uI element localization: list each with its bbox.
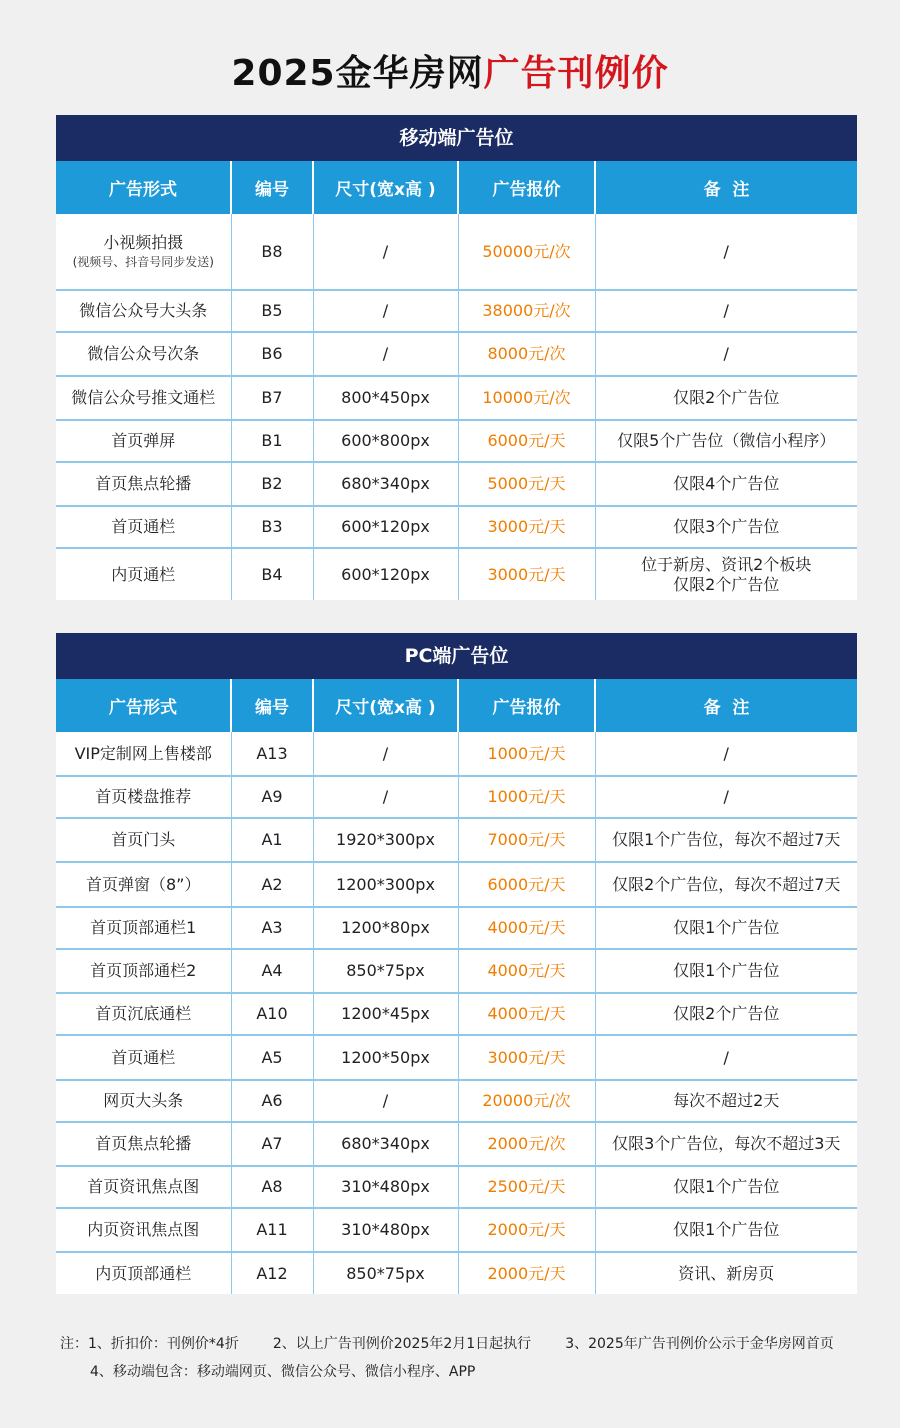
cell-price: 5000元/天: [458, 462, 595, 506]
footnote-item: 3、2025年广告刊例价公示于金华房网首页: [565, 1336, 834, 1352]
header-code: 编号: [231, 161, 313, 214]
cell-size: 1920*300px: [313, 818, 458, 862]
cell-format: VIP定制网上售楼部: [56, 732, 231, 776]
table-row: [56, 1208, 857, 1252]
cell-note: 仅限3个广告位: [595, 506, 857, 548]
cell-size: 1200*50px: [313, 1035, 458, 1080]
cell-size: 1200*80px: [313, 907, 458, 949]
table-row: [56, 462, 857, 506]
cell-format: 微信公众号推文通栏: [56, 376, 231, 420]
table-row: [56, 776, 857, 818]
table-header-row: [56, 161, 857, 214]
cell-code: A8: [231, 1166, 313, 1208]
cell-code: A12: [231, 1252, 313, 1294]
cell-code: A11: [231, 1208, 313, 1252]
pc-section: [56, 633, 857, 1294]
cell-size: /: [313, 214, 458, 290]
footnote-line-2: [60, 1358, 880, 1386]
header-price: 广告报价: [458, 161, 595, 214]
table-row: [56, 214, 857, 290]
cell-format: 首页弹屏: [56, 420, 231, 462]
cell-price: 1000元/天: [458, 732, 595, 776]
cell-size: /: [313, 732, 458, 776]
cell-price: 10000元/次: [458, 376, 595, 420]
cell-format: 内页资讯焦点图: [56, 1208, 231, 1252]
cell-note: /: [595, 776, 857, 818]
title-highlight: 广告刊例价: [483, 53, 669, 94]
cell-format: 首页顶部通栏2: [56, 949, 231, 993]
footnote-item: 1、折扣价：刊例价*4折: [88, 1336, 239, 1352]
table-row: [56, 290, 857, 332]
cell-size: 850*75px: [313, 949, 458, 993]
mobile-section-title: 移动端广告位: [56, 115, 857, 161]
header-size: 尺寸(宽x高 ): [313, 679, 458, 732]
cell-size: 850*75px: [313, 1252, 458, 1294]
table-row: [56, 420, 857, 462]
cell-code: B6: [231, 332, 313, 376]
cell-note: /: [595, 1035, 857, 1080]
footnote-line-1: [60, 1330, 880, 1358]
cell-price: 6000元/天: [458, 420, 595, 462]
cell-format: 微信公众号次条: [56, 332, 231, 376]
cell-note: 位于新房、资讯2个板块 仅限2个广告位: [641, 554, 812, 594]
cell-code: B1: [231, 420, 313, 462]
cell-format: 内页通栏: [56, 548, 231, 600]
header-note: 备 注: [595, 161, 857, 214]
cell-format: 首页资讯焦点图: [56, 1166, 231, 1208]
cell-note: 仅限1个广告位: [595, 1166, 857, 1208]
cell-format: 首页弹窗（8”）: [56, 862, 231, 907]
header-size: 尺寸(宽x高 ): [313, 161, 458, 214]
cell-note: /: [595, 332, 857, 376]
cell-price: 2500元/天: [458, 1166, 595, 1208]
cell-code: A3: [231, 907, 313, 949]
footnote-item: 2、以上广告刊例价2025年2月1日起执行: [272, 1336, 532, 1352]
table-row: [56, 376, 857, 420]
cell-format: 首页焦点轮播: [56, 462, 231, 506]
cell-price: 2000元/天: [458, 1208, 595, 1252]
cell-code: A1: [231, 818, 313, 862]
cell-format: 首页通栏: [56, 1035, 231, 1080]
cell-note: 仅限4个广告位: [595, 462, 857, 506]
cell-price: 20000元/次: [458, 1080, 595, 1122]
cell-note: 仅限2个广告位: [595, 376, 857, 420]
cell-price: 3000元/天: [458, 1035, 595, 1080]
cell-size: 1200*300px: [313, 862, 458, 907]
cell-size: 600*120px: [313, 506, 458, 548]
cell-price: 8000元/次: [458, 332, 595, 376]
cell-format-sub: (视频号、抖音号同步发送): [72, 254, 214, 269]
cell-price: 7000元/天: [458, 818, 595, 862]
table-row: [56, 818, 857, 862]
table-row: [56, 332, 857, 376]
cell-size: /: [313, 290, 458, 332]
table-row: [56, 1122, 857, 1166]
header-code: 编号: [231, 679, 313, 732]
cell-format: 首页沉底通栏: [56, 993, 231, 1035]
cell-code: A13: [231, 732, 313, 776]
footnote-item: 4、移动端包含：移动端网页、微信公众号、微信小程序、APP: [90, 1364, 476, 1380]
cell-note: 仅限2个广告位: [595, 993, 857, 1035]
table-row: [56, 1166, 857, 1208]
cell-code: A10: [231, 993, 313, 1035]
cell-price: 4000元/天: [458, 993, 595, 1035]
footnote-prefix: 注：: [60, 1336, 88, 1352]
table-row: [56, 548, 857, 600]
table-row: [56, 862, 857, 907]
cell-note: 仅限1个广告位: [595, 949, 857, 993]
cell-size: /: [313, 776, 458, 818]
cell-price: 1000元/天: [458, 776, 595, 818]
cell-format: 网页大头条: [56, 1080, 231, 1122]
cell-format: 首页通栏: [56, 506, 231, 548]
mobile-table: [56, 161, 857, 600]
cell-code: B7: [231, 376, 313, 420]
cell-size: 1200*45px: [313, 993, 458, 1035]
cell-price: 4000元/天: [458, 907, 595, 949]
table-row: [56, 506, 857, 548]
cell-size: /: [313, 1080, 458, 1122]
cell-price: 3000元/天: [458, 548, 595, 600]
cell-size: 600*800px: [313, 420, 458, 462]
cell-code: A4: [231, 949, 313, 993]
cell-note: 仅限5个广告位（微信小程序）: [595, 420, 857, 462]
cell-code: A9: [231, 776, 313, 818]
cell-note: /: [595, 290, 857, 332]
cell-code: A6: [231, 1080, 313, 1122]
table-row: [56, 1035, 857, 1080]
cell-format: 首页焦点轮播: [56, 1122, 231, 1166]
table-row: [56, 907, 857, 949]
cell-price: 6000元/天: [458, 862, 595, 907]
cell-code: B3: [231, 506, 313, 548]
cell-size: /: [313, 332, 458, 376]
cell-price: 2000元/天: [458, 1252, 595, 1294]
cell-code: A2: [231, 862, 313, 907]
cell-code: A5: [231, 1035, 313, 1080]
cell-price: 2000元/次: [458, 1122, 595, 1166]
cell-note: 仅限1个广告位: [595, 1208, 857, 1252]
cell-price: 38000元/次: [458, 290, 595, 332]
table-row: [56, 732, 857, 776]
cell-format: 小视频拍摄 (视频号、抖音号同步发送): [56, 214, 231, 290]
header-format: 广告形式: [56, 161, 231, 214]
cell-code: B4: [231, 548, 313, 600]
page-title: [0, 48, 900, 100]
cell-note-line2: 仅限2个广告位: [673, 574, 780, 594]
cell-code: B2: [231, 462, 313, 506]
cell-size: 800*450px: [313, 376, 458, 420]
cell-code: A7: [231, 1122, 313, 1166]
cell-format: 内页顶部通栏: [56, 1252, 231, 1294]
table-row: [56, 1252, 857, 1294]
cell-price: 50000元/次: [458, 214, 595, 290]
cell-format: 微信公众号大头条: [56, 290, 231, 332]
cell-note: /: [595, 214, 857, 290]
cell-format: 首页楼盘推荐: [56, 776, 231, 818]
table-header-row: [56, 679, 857, 732]
table-row: [56, 993, 857, 1035]
table-row: [56, 1080, 857, 1122]
cell-size: 680*340px: [313, 1122, 458, 1166]
title-main: 2025金华房网: [231, 53, 484, 94]
header-note: 备 注: [595, 679, 857, 732]
pc-table: [56, 679, 857, 1294]
cell-format: 首页顶部通栏1: [56, 907, 231, 949]
cell-size: 310*480px: [313, 1166, 458, 1208]
table-row: [56, 949, 857, 993]
cell-format: 首页门头: [56, 818, 231, 862]
cell-note: 每次不超过2天: [595, 1080, 857, 1122]
footnotes: [60, 1330, 880, 1386]
cell-size: 680*340px: [313, 462, 458, 506]
cell-price: 4000元/天: [458, 949, 595, 993]
cell-size: 310*480px: [313, 1208, 458, 1252]
cell-code: B5: [231, 290, 313, 332]
cell-note: 仅限1个广告位，每次不超过7天: [595, 818, 857, 862]
header-format: 广告形式: [56, 679, 231, 732]
cell-note: 仅限2个广告位，每次不超过7天: [595, 862, 857, 907]
cell-note: 仅限1个广告位: [595, 907, 857, 949]
cell-code: B8: [231, 214, 313, 290]
cell-note: /: [595, 732, 857, 776]
cell-price: 3000元/天: [458, 506, 595, 548]
cell-note: 资讯、新房页: [678, 1263, 775, 1283]
header-price: 广告报价: [458, 679, 595, 732]
cell-note: 仅限3个广告位，每次不超过3天: [595, 1122, 857, 1166]
mobile-section: [56, 115, 857, 600]
cell-size: 600*120px: [313, 548, 458, 600]
pc-section-title: PC端广告位: [56, 633, 857, 679]
